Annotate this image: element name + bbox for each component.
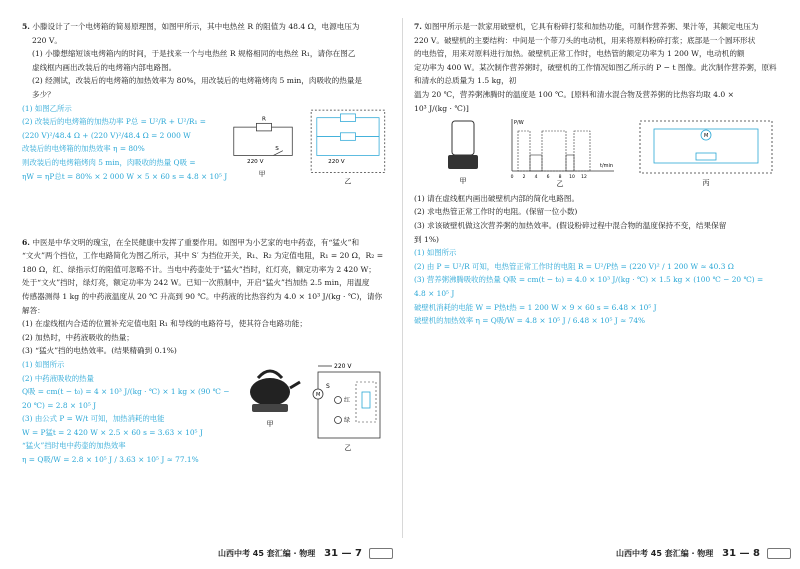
sub-question: (3) 求该破壁机做这次营养粥的加热效率。(假设粉碎过程中混合物的温度保持不变，结果保留 bbox=[414, 220, 727, 230]
answer-line: Q吸 = cm(t − t₀) = 4 × 10³ J/(kg · ℃) × 1 kg × (90 ℃ − bbox=[22, 387, 230, 397]
page-number: 31 — 7 bbox=[324, 548, 362, 559]
page-number: 31 — 8 bbox=[722, 548, 760, 559]
blender-image bbox=[448, 121, 478, 185]
voltage-label: 220 V bbox=[246, 158, 264, 165]
question-stem-line: 传感器测得 1 kg 的中药液温度从 20 ℃ 升高到 90 ℃。中药液的比热容约为 4.0 × 10³ J/(kg · ℃)，请你 bbox=[22, 291, 383, 301]
answer-line: 4.8 × 10⁵ J bbox=[414, 288, 455, 298]
x-axis-label: t/min bbox=[600, 163, 614, 170]
motor-label: M bbox=[316, 391, 321, 398]
switch-label: S bbox=[274, 145, 279, 152]
answer-line: “猛火”挡时电中药壶的加热效率 bbox=[22, 441, 126, 451]
figure-label-jia: 甲 bbox=[266, 419, 274, 428]
q6-answer bbox=[22, 358, 238, 467]
figure-label-bing: 丙 bbox=[702, 179, 710, 188]
question-stem-line: 小滕设计了一个电烤箱的简易原理图，如图甲所示，其中电热丝 R 的阻值为 48.4 Ω，电源电压为 bbox=[32, 22, 360, 31]
sub-question: (2) 求电热管正常工作时的电阻。(保留一位小数) bbox=[414, 207, 578, 217]
answer-line: (2) 中药液吸收的热量 bbox=[22, 373, 94, 383]
q7-figures bbox=[414, 115, 780, 187]
answer-line: W = P猛t = 2 420 W × 2.5 × 60 s = 3.63 × 10⁵ J bbox=[22, 427, 203, 437]
answer-line: (220 V)²/48.4 Ω + (220 V)²/48.4 Ω = 2 000 W bbox=[22, 130, 191, 140]
circuit-jia bbox=[233, 116, 292, 178]
answer-line: ηW = ηP总t = 80% × 2 000 W × 5 × 60 s = 4.8 × 10⁵ J bbox=[22, 171, 228, 181]
right-page bbox=[414, 20, 780, 328]
question-stem-line: 的电热管，用来对原料进行加热。破壁机正常工作时，电热管的额定功率为 1 200 W，电动机的额 bbox=[414, 49, 745, 59]
figure-label-yi: 乙 bbox=[344, 177, 351, 186]
x-tick: 8 bbox=[558, 175, 562, 181]
question-stem-line: 180 Ω，红、绿指示灯的阻值可忽略不计。当电中药壶处于“猛火”挡时，红灯亮，额定功率为 2 420 W； bbox=[22, 264, 376, 274]
x-tick: 6 bbox=[546, 175, 550, 181]
sub-question: (1) 在虚线框内合适的位置补充定值电阻 R₁ 和导线的电路符号，使其符合电路功能； bbox=[22, 319, 307, 329]
sub-question: 到 1%) bbox=[414, 234, 440, 244]
sub-question: (3) “猛火”挡的电热效率。(结果精确到 0.1%) bbox=[22, 346, 177, 356]
question-stem-line: 处于“文火”挡时，绿灯亮，额定功率为 242 W。已知一次煎制中，开启“猛火”挡加热 2.5 min，用温度 bbox=[22, 278, 370, 288]
q7-answer bbox=[414, 246, 780, 328]
circuit-bing bbox=[640, 121, 772, 187]
x-tick: 2 bbox=[522, 175, 526, 181]
resistor-symbol bbox=[256, 123, 271, 131]
motor-label: M bbox=[704, 133, 709, 140]
resistor-label: R bbox=[261, 116, 266, 123]
question-number: 5. bbox=[22, 22, 30, 31]
x-tick: 10 bbox=[569, 175, 575, 181]
sub-question: (1) 请在虚线框内画出破壁机内部的简化电路图。 bbox=[414, 193, 580, 203]
question-stem-line: 220 V。 bbox=[32, 35, 62, 45]
footer-right bbox=[616, 548, 791, 559]
x-tick: 12 bbox=[581, 175, 587, 181]
answer-line: 改装后的电烤箱的加热效率 η = 80% bbox=[22, 144, 145, 154]
question-5 bbox=[22, 20, 390, 190]
sub-question: (2) 加热时，中药液吸收的热量； bbox=[22, 332, 134, 342]
q5-circuit-figures bbox=[230, 102, 390, 190]
sub-question: 多少？ bbox=[32, 89, 55, 99]
answer-line: (1) 如图乙所示 bbox=[22, 103, 72, 113]
question-stem-line: 220 V。破壁机的主要结构：中间是一个带刀头的电动机，用来将原料粉碎打浆；底部是一个圆环形状 bbox=[414, 35, 756, 45]
footer-title: 山西中考 45 套汇编 · 物理 bbox=[218, 549, 316, 558]
figure-label-yi: 乙 bbox=[556, 180, 564, 188]
answer-line: η = Q吸/W = 2.8 × 10⁵ J / 3.63 × 10⁵ J ≈ 77.1% bbox=[22, 455, 199, 465]
q5-answer bbox=[22, 102, 230, 190]
circuit-yi bbox=[313, 363, 380, 452]
answer-line: (2) 改装后的电烤箱的加热功率 P总 = U²/R + U²/R₁ = bbox=[22, 117, 206, 127]
question-number: 6. bbox=[22, 237, 30, 247]
sub-question: (2) 经测试，改装后的电烤箱的加热效率为 80%，用改装后的电烤箱烤肉 5 min，肉吸收的热量是 bbox=[32, 76, 363, 86]
answer-line: (1) 如图所示 bbox=[414, 248, 457, 258]
figure-label-yi: 乙 bbox=[344, 443, 352, 452]
answer-line: (2) 由 P = U²/R 可知，电热管正常工作时的电阻 R = U²/P热 = (220 V)² / 1 200 W ≈ 40.3 Ω bbox=[414, 261, 734, 271]
page-divider bbox=[402, 18, 403, 538]
question-stem-line: 解答： bbox=[22, 305, 45, 315]
q6-figures bbox=[238, 358, 388, 454]
question-stem-line: 温为 20 ℃，营养粥沸腾时的温度是 100 ℃。[原料和清水混合物及营养粥的比热容均取 4.0 × bbox=[414, 89, 735, 99]
sub-question: 虚线框内画出改装后的电烤箱内部电路图。 bbox=[32, 62, 177, 72]
question-stem-line: 中医是中华文明的瑰宝，在全民健康中发挥了重要作用。如图甲为小艺家的电中药壶，有“猛火”和 bbox=[32, 237, 360, 247]
figure-label-jia: 甲 bbox=[459, 177, 467, 186]
lamp-red-label: 红 bbox=[344, 396, 351, 404]
question-6 bbox=[22, 236, 390, 467]
x-tick: 0 bbox=[510, 175, 514, 181]
circuit-yi bbox=[311, 110, 385, 186]
question-7 bbox=[414, 20, 780, 328]
footer-title: 山西中考 45 套汇编 · 物理 bbox=[616, 549, 714, 558]
publisher-logo-icon bbox=[369, 548, 393, 559]
answer-line: (3) 营养粥沸腾吸收的热量 Q吸 = cm(t − t₀) = 4.0 × 10³ J/(kg · ℃) × 1.5 kg × (100 ℃ − 20 ℃) = bbox=[414, 275, 764, 285]
answer-line: 则改装后的电烤箱烤肉 5 min，肉吸收的热量 Q吸 = bbox=[22, 157, 196, 167]
answer-line: (3) 由公式 P = W/t 可知，加热消耗的电能 bbox=[22, 414, 165, 424]
q6-answer-row bbox=[22, 358, 390, 467]
footer-left bbox=[218, 548, 393, 559]
question-stem-line: 如图甲所示是一款家用破壁机，它具有粉碎打浆和加热功能，可制作营养粥、果汁等，其额定电压为 bbox=[424, 22, 759, 31]
lamp-green-label: 绿 bbox=[344, 416, 351, 424]
question-stem-line: “文火”两个挡位，工作电路简化为图乙所示，其中 S′ 为挡位开关，R₁、R₂ 为定值电阻，R₁ = 20 Ω，R₂ = bbox=[22, 251, 384, 261]
switch-label: S bbox=[326, 382, 330, 390]
figure-label-jia: 甲 bbox=[258, 169, 265, 178]
answer-line: 20 ℃) = 2.8 × 10⁵ J bbox=[22, 400, 97, 410]
question-number: 7. bbox=[414, 22, 422, 31]
teapot-image bbox=[250, 371, 300, 428]
question-stem-line: 定功率为 400 W。某次制作营养粥时，破壁机的工作情况如图乙所示的 P − t 图像。此次制作营养粥，原料和清水的总质量为 1.5 kg，初 bbox=[414, 62, 777, 86]
answer-line: 破壁机的加热效率 η = Q吸/W = 4.8 × 10⁵ J / 6.48 × 10⁵ J ≈ 74% bbox=[414, 316, 646, 326]
answer-line: (1) 如图所示 bbox=[22, 359, 65, 369]
question-stem-line: 10³ J/(kg · ℃)] bbox=[414, 103, 469, 113]
sub-question: (1) 小滕想缩短该电烤箱内的时间，于是找来一个与电热丝 R 规格相同的电热丝 R₁，请你在图乙 bbox=[32, 49, 356, 59]
y-axis-label: P/W bbox=[514, 120, 524, 127]
q5-answer-row bbox=[22, 102, 390, 190]
left-page bbox=[22, 20, 390, 467]
voltage-label: 220 V bbox=[334, 362, 352, 370]
publisher-logo-icon bbox=[767, 548, 791, 559]
x-tick: 4 bbox=[534, 175, 538, 181]
voltage-label: 220 V bbox=[327, 158, 345, 165]
p-t-chart bbox=[511, 119, 614, 187]
answer-line: 破壁机消耗的电能 W = P热t热 = 1 200 W × 9 × 60 s = 6.48 × 10⁵ J bbox=[414, 302, 657, 312]
